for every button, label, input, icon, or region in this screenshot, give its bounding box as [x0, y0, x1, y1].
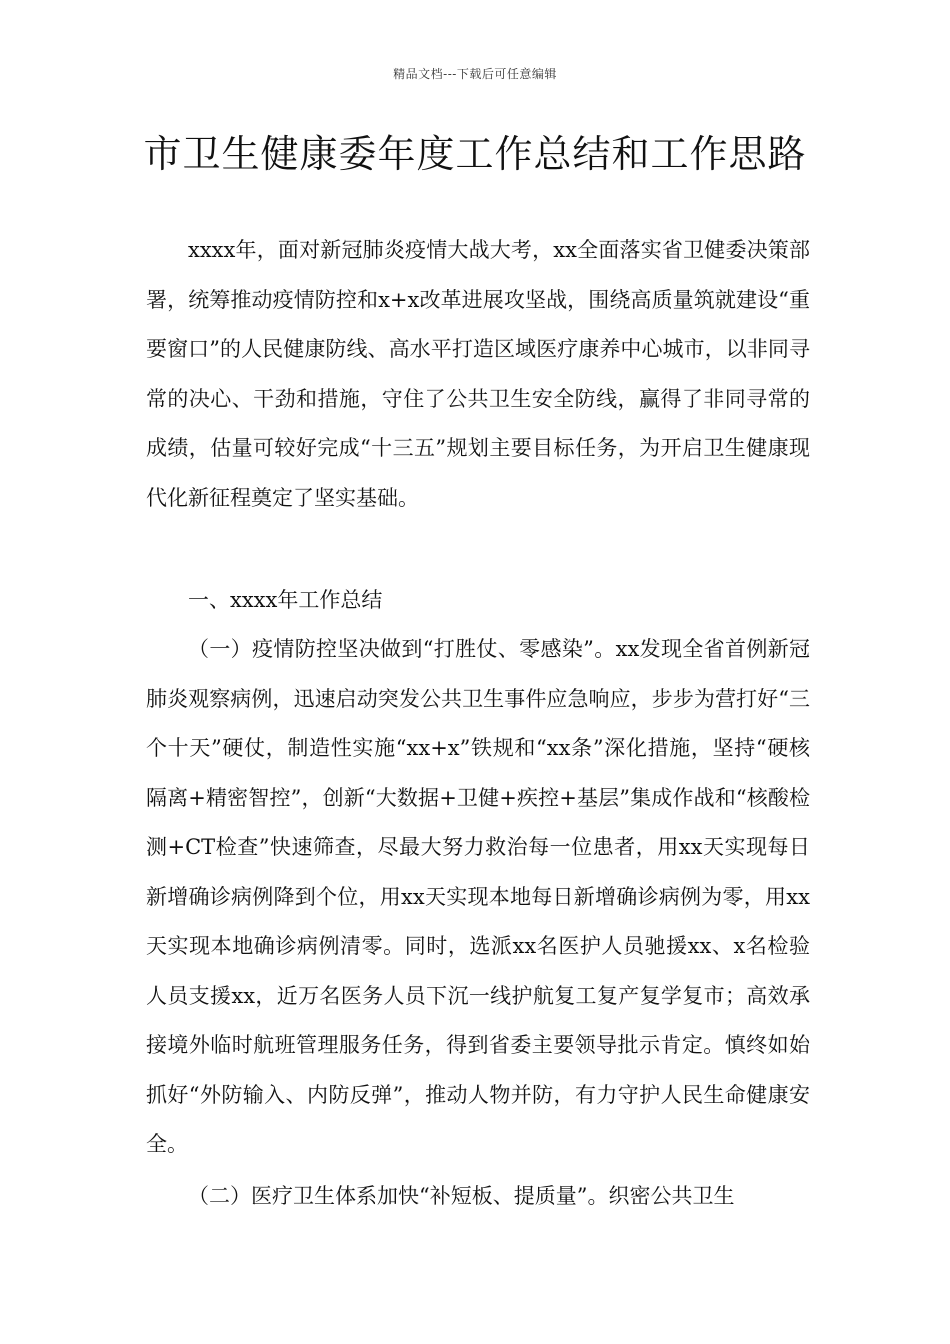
intro-paragraph: xxxx年，面对新冠肺炎疫情大战大考，xx全面落实省卫健委决策部署，统筹推动疫情防控和x+x改革进展攻坚战，围绕高质量筑就建设“重要窗口”的人民健康防线、高水平打造区域医疗康养中心城市，以非同寻常的决心、干劲和措施，守住了公共卫生安全防线，赢得了非同寻常的成绩，估量可较好完成“十三五”规划主要目标任务，为开启卫生健康现代化新征程奠定了坚实基础。	[146, 238, 810, 510]
section2-paragraph: （二）医疗卫生体系加快“补短板、提质量”。织密公共卫生	[188, 1184, 735, 1208]
section-heading: 一、xxxx年工作总结	[188, 588, 383, 612]
section1-paragraph: （一）疫情防控坚决做到“打胜仗、零感染”。xx发现全省首例新冠肺炎观察病例，迅速启动突发公共卫生事件应急响应，步步为营打好“三个十天”硬仗，制造性实施“xx+x”铁规和“xx条”深化措施，坚持“硬核隔离+精密智控”，创新“大数据+卫健+疾控+基层”集成作战和“核酸检测+CT检查”快速筛查，尽最大努力救治每一位患者，用xx天实现每日新增确诊病例降到个位，用xx天实现本地每日新增确诊病例为零，用xx天实现本地确诊病例清零。同时，选派xx名医护人员驰援xx、x名检验人员支援xx，近万名医务人员下沉一线护航复工复产复学复市；高效承接境外临时航班管理服务任务，得到省委主要领导批示肯定。慎终如始抓好“外防输入、内防反弹”，推动人物并防，有力守护人民生命健康安全。	[146, 637, 810, 1156]
page-header-note: 精品文档---下载后可任意编辑	[393, 67, 557, 81]
document-title: 市卫生健康委年度工作总结和工作思路	[143, 132, 807, 176]
